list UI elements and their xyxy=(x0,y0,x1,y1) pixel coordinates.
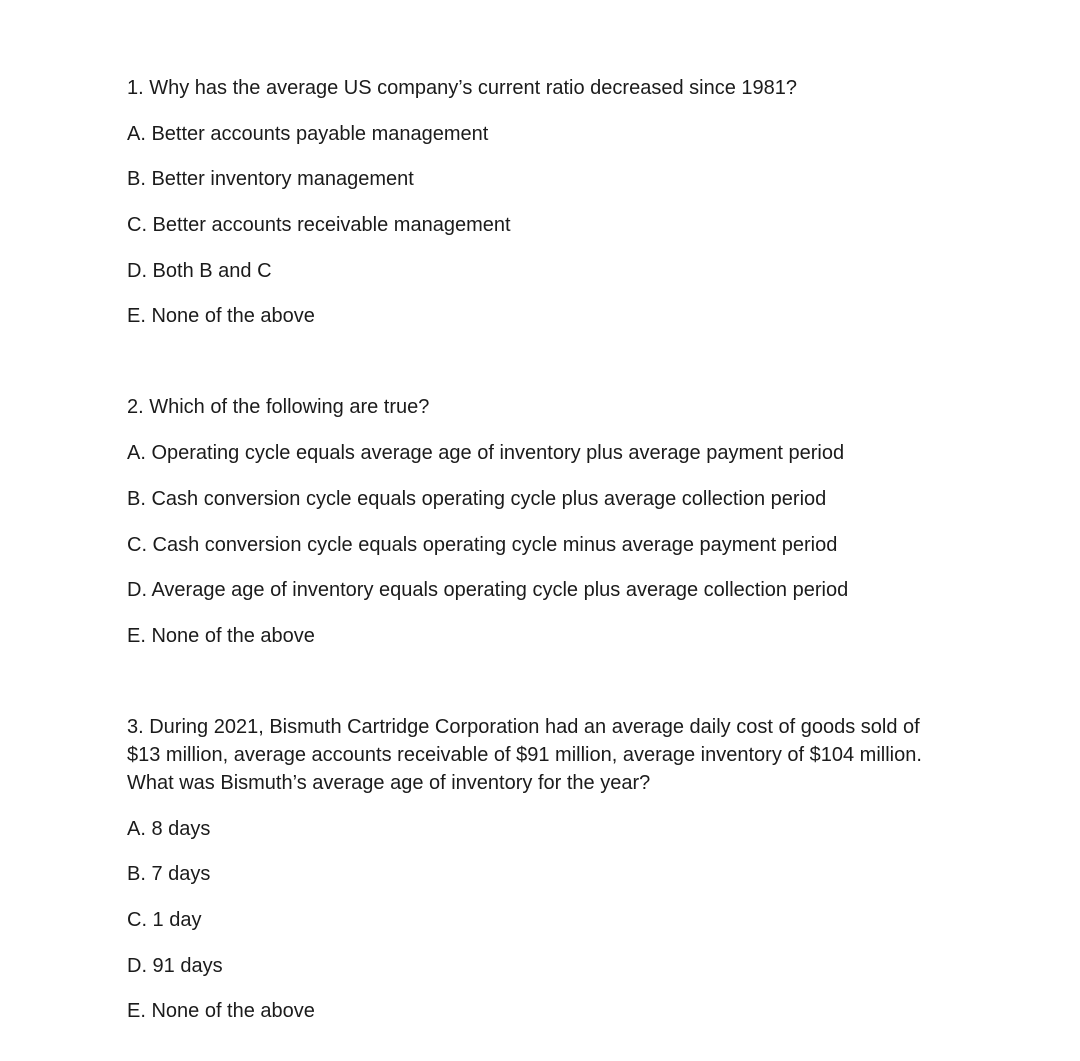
question-text: 3. During 2021, Bismuth Cartridge Corporation had an average daily cost of goods sold of $13 million, average accounts receivable of $91 million, average inventory of $104 million. What was Bismuth’s average age of inventory for the year? xyxy=(127,715,922,794)
question-text: 1. Why has the average US company’s current ratio decreased since 1981? xyxy=(127,77,797,99)
option-b: B. Cash conversion cycle equals operating cycle plus average collection period xyxy=(127,487,827,510)
question-2 xyxy=(127,393,957,649)
option-b: B. 7 days xyxy=(127,863,211,886)
option-e: E. None of the above xyxy=(127,305,315,328)
option-a: A. Better accounts payable management xyxy=(127,122,489,145)
quiz-document xyxy=(127,74,957,1025)
option-d: D. Average age of inventory equals operating cycle plus average collection period xyxy=(127,579,849,602)
question-text: 2. Which of the following are true? xyxy=(127,396,430,419)
question-3 xyxy=(127,713,957,1025)
option-c: C. Better accounts receivable management xyxy=(127,214,511,237)
option-e: E. None of the above xyxy=(127,624,315,647)
option-c: C. 1 day xyxy=(127,908,202,931)
option-b: B. Better inventory management xyxy=(127,168,414,191)
option-e: E. None of the above xyxy=(127,1000,315,1023)
option-d: D. Both B and C xyxy=(127,259,272,282)
question-1 xyxy=(127,74,957,330)
option-c: C. Cash conversion cycle equals operating cycle minus average payment period xyxy=(127,533,838,556)
option-d: D. 91 days xyxy=(127,954,223,977)
option-a: A. 8 days xyxy=(127,817,211,840)
option-a: A. Operating cycle equals average age of inventory plus average payment period xyxy=(127,442,845,465)
